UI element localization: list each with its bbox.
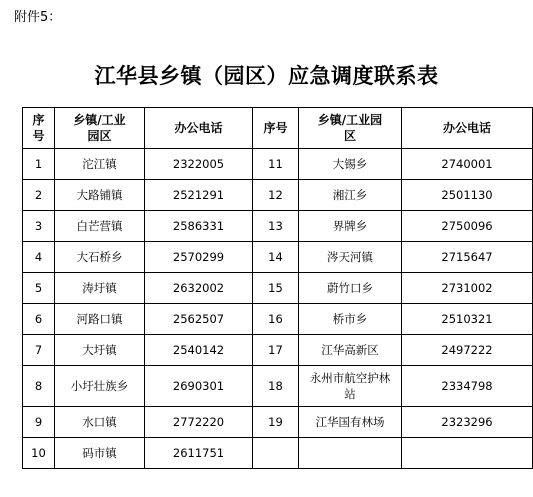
town-name-left: 大石桥乡 — [55, 242, 145, 273]
row-number-right: 17 — [253, 335, 299, 366]
row-number-left: 5 — [23, 273, 55, 304]
office-phone-left: 2690301 — [145, 366, 253, 407]
table-row — [23, 304, 533, 335]
table-row — [23, 211, 533, 242]
contact-table — [22, 107, 533, 469]
table-row — [23, 366, 533, 407]
town-name-right: 江华高新区 — [299, 335, 402, 366]
office-phone-left: 2772220 — [145, 407, 253, 438]
header-seq-right: 序号 — [253, 108, 299, 149]
row-number-right: 13 — [253, 211, 299, 242]
town-name-right: 桥市乡 — [299, 304, 402, 335]
office-phone-right: 2501130 — [402, 180, 533, 211]
town-name-right — [299, 438, 402, 469]
town-name-left: 水口镇 — [55, 407, 145, 438]
table-row — [23, 335, 533, 366]
town-name-left: 码市镇 — [55, 438, 145, 469]
office-phone-right: 2740001 — [402, 149, 533, 180]
town-name-left: 大圩镇 — [55, 335, 145, 366]
row-number-left: 2 — [23, 180, 55, 211]
office-phone-left: 2521291 — [145, 180, 253, 211]
header-phone-left: 办公电话 — [145, 108, 253, 149]
row-number-right: 18 — [253, 366, 299, 407]
table-header-row — [23, 108, 533, 149]
document-title: 江华县乡镇（园区）应急调度联系表 — [94, 64, 439, 88]
office-phone-left: 2570299 — [145, 242, 253, 273]
town-name-left: 大路铺镇 — [55, 180, 145, 211]
town-name-right: 大锡乡 — [299, 149, 402, 180]
table-row — [23, 407, 533, 438]
office-phone-right: 2323296 — [402, 407, 533, 438]
table-row — [23, 438, 533, 469]
office-phone-right — [402, 438, 533, 469]
header-seq-left: 序号 — [23, 108, 55, 149]
town-name-left: 白芒营镇 — [55, 211, 145, 242]
office-phone-right: 2510321 — [402, 304, 533, 335]
row-number-left: 7 — [23, 335, 55, 366]
office-phone-right: 2334798 — [402, 366, 533, 407]
town-name-left: 河路口镇 — [55, 304, 145, 335]
row-number-left: 8 — [23, 366, 55, 407]
office-phone-right: 2750096 — [402, 211, 533, 242]
town-name-right: 涔天河镇 — [299, 242, 402, 273]
row-number-left: 10 — [23, 438, 55, 469]
attachment-label: 附件5： — [14, 10, 62, 25]
row-number-right: 14 — [253, 242, 299, 273]
row-number-right: 15 — [253, 273, 299, 304]
row-number-left: 3 — [23, 211, 55, 242]
town-name-right: 永州市航空护林站 — [299, 366, 402, 407]
office-phone-left: 2540142 — [145, 335, 253, 366]
town-name-right: 蔚竹口乡 — [299, 273, 402, 304]
town-name-left: 沱江镇 — [55, 149, 145, 180]
office-phone-left: 2562507 — [145, 304, 253, 335]
office-phone-left: 2632002 — [145, 273, 253, 304]
row-number-right: 19 — [253, 407, 299, 438]
town-name-right: 界牌乡 — [299, 211, 402, 242]
row-number-right: 16 — [253, 304, 299, 335]
row-number-right: 11 — [253, 149, 299, 180]
table-row — [23, 149, 533, 180]
table-row — [23, 273, 533, 304]
town-name-right: 湘江乡 — [299, 180, 402, 211]
office-phone-left: 2611751 — [145, 438, 253, 469]
row-number-left: 1 — [23, 149, 55, 180]
header-unit-right: 乡镇/工业园区 — [299, 108, 402, 149]
town-name-left: 涛圩镇 — [55, 273, 145, 304]
town-name-right: 江华国有林场 — [299, 407, 402, 438]
office-phone-right: 2715647 — [402, 242, 533, 273]
town-name-left: 小圩壮族乡 — [55, 366, 145, 407]
row-number-right: 12 — [253, 180, 299, 211]
office-phone-left: 2322005 — [145, 149, 253, 180]
header-phone-right: 办公电话 — [402, 108, 533, 149]
office-phone-right: 2497222 — [402, 335, 533, 366]
row-number-left: 6 — [23, 304, 55, 335]
row-number-right — [253, 438, 299, 469]
row-number-left: 4 — [23, 242, 55, 273]
table-row — [23, 180, 533, 211]
row-number-left: 9 — [23, 407, 55, 438]
office-phone-right: 2731002 — [402, 273, 533, 304]
office-phone-left: 2586331 — [145, 211, 253, 242]
table-row — [23, 242, 533, 273]
header-unit-left: 乡镇/工业园区 — [55, 108, 145, 149]
